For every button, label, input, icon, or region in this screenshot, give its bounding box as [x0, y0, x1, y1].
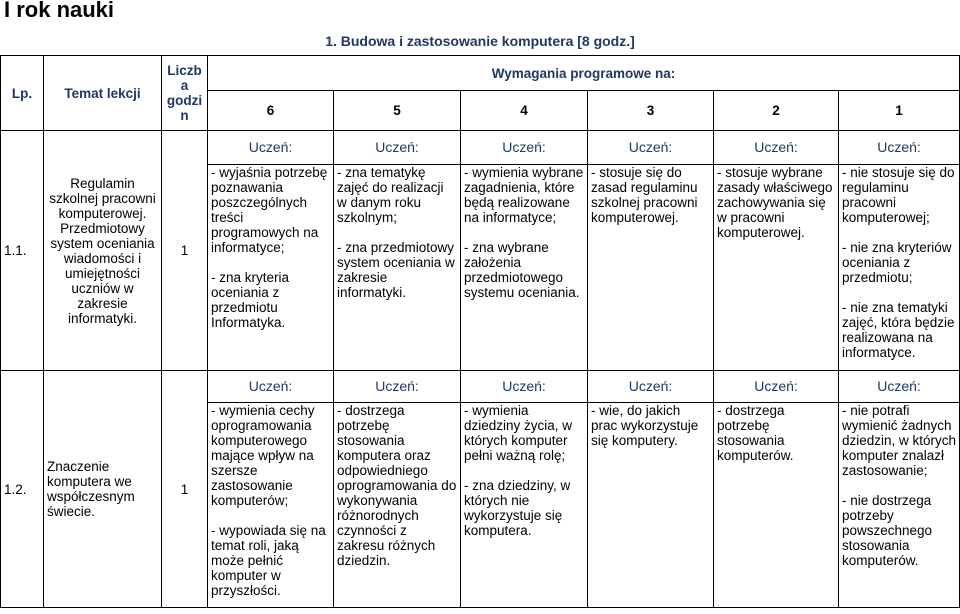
requirement-text: - dostrzega potrzebę stosowania komputerów.: [717, 403, 794, 463]
row-2-hours: 1: [162, 371, 208, 608]
requirement-text: - nie zna kryteriów oceniania z przedmiotu;: [842, 240, 952, 285]
row-1-lp: 1.1.: [1, 131, 44, 371]
requirement-text: - zna tematykę zajęć do realizacji w danym roku szkolnym;: [337, 165, 444, 225]
row-1-topic: Regulamin szkolnej pracowni komputerowej. Przedmiotowy system oceniania wiadomości i umiejętności uczniów w zakresie informatyki.: [44, 131, 162, 371]
requirement-text: - wymienia cechy oprogramowania komputerowego mające wpływ na szersze zastosowanie komputerów;: [211, 403, 315, 508]
requirement-text: - wymienia dziedziny życia, w których komputer pełni ważną rolę;: [464, 403, 573, 463]
student-label: Uczeń:: [208, 371, 334, 403]
student-label: Uczeń:: [714, 371, 839, 403]
page-title: I rok nauki: [4, 0, 115, 22]
row-1-hours: 1: [162, 131, 208, 371]
student-label: Uczeń:: [588, 371, 714, 403]
row-2-grade-1: [839, 403, 960, 608]
row-1-grade-1: [839, 165, 960, 371]
row-1-grade-2: [714, 165, 839, 371]
requirement-text: - zna dziedziny, w których nie wykorzystuje się komputera.: [464, 478, 571, 538]
row-2-grade-6: [208, 403, 334, 608]
requirement-text: - wyjaśnia potrzebę poznawania poszczególnych treści programowych na informatyce;: [211, 165, 328, 255]
requirement-text: - zna wybrane założenia przedmiotowego systemu oceniania.: [464, 240, 580, 300]
requirement-text: - wie, do jakich prac wykorzystuje się komputery.: [591, 403, 699, 448]
requirement-text: - nie dostrzega potrzeby powszechnego stosowania komputerów.: [842, 493, 933, 568]
student-label: Uczeń:: [461, 131, 588, 165]
requirement-text: - nie zna tematyki zajęć, która będzie realizowana na informatyce.: [842, 300, 955, 360]
requirement-text: - zna kryteria oceniania z przedmiotu Informatyka.: [211, 270, 290, 330]
row-1-grade-5: [334, 165, 461, 371]
header-grade-4: 4: [461, 91, 588, 131]
student-label: Uczeń:: [208, 131, 334, 165]
requirement-text: - zna przedmiotowy system oceniania w zakresie informatyki.: [337, 240, 455, 300]
student-label: Uczeń:: [334, 371, 461, 403]
section-title: 1. Budowa i zastosowanie komputera [8 godz.]: [325, 33, 635, 49]
student-label: Uczeń:: [588, 131, 714, 165]
row-1-grade-3: [588, 165, 714, 371]
row-1-grade-6: [208, 165, 334, 371]
header-grade-2: 2: [714, 91, 839, 131]
student-label: Uczeń:: [714, 131, 839, 165]
student-label: Uczeń:: [461, 371, 588, 403]
requirements-table: [0, 55, 960, 608]
requirement-text: - nie stosuje się do regulaminu pracowni komputerowej;: [842, 165, 955, 225]
requirement-text: - wymienia wybrane zagadnienia, które będą realizowane na informatyce;: [464, 165, 584, 225]
header-grade-3: 3: [588, 91, 714, 131]
header-grade-1: 1: [839, 91, 960, 131]
header-grade-5: 5: [334, 91, 461, 131]
student-label: Uczeń:: [839, 131, 960, 165]
requirement-text: - stosuje się do zasad regulaminu szkolnej pracowni komputerowej.: [591, 165, 698, 225]
requirement-text: - stosuje wybrane zasady właściwego zachowywania się w pracowni komputerowej.: [717, 165, 833, 240]
header-lp: Lp.: [1, 56, 44, 131]
header-hours: Liczba godzin: [162, 56, 208, 131]
row-1-grade-4: [461, 165, 588, 371]
requirement-text: - wypowiada się na temat roli, jaką może pełnić komputer w przyszłości.: [211, 523, 326, 598]
row-2-grade-5: [334, 403, 461, 608]
student-label: Uczeń:: [839, 371, 960, 403]
row-2-grade-3: [588, 403, 714, 608]
requirement-text: - nie potrafi wymienić żadnych dziedzin, w których komputer znalazł zastosowanie;: [842, 403, 957, 478]
student-label: Uczeń:: [334, 131, 461, 165]
requirement-text: - dostrzega potrzebę stosowania komputera oraz odpowiedniego oprogramowania do wykonywania różnorodnych czynności z zakresu różnych dziedzin.: [337, 403, 457, 568]
header-requirements: Wymagania programowe na:: [208, 56, 960, 91]
row-2-topic: Znaczenie komputera we współczesnym świecie.: [44, 371, 162, 608]
row-2-lp: 1.2.: [1, 371, 44, 608]
header-topic: Temat lekcji: [44, 56, 162, 131]
row-2-grade-2: [714, 403, 839, 608]
row-2-grade-4: [461, 403, 588, 608]
header-grade-6: 6: [208, 91, 334, 131]
